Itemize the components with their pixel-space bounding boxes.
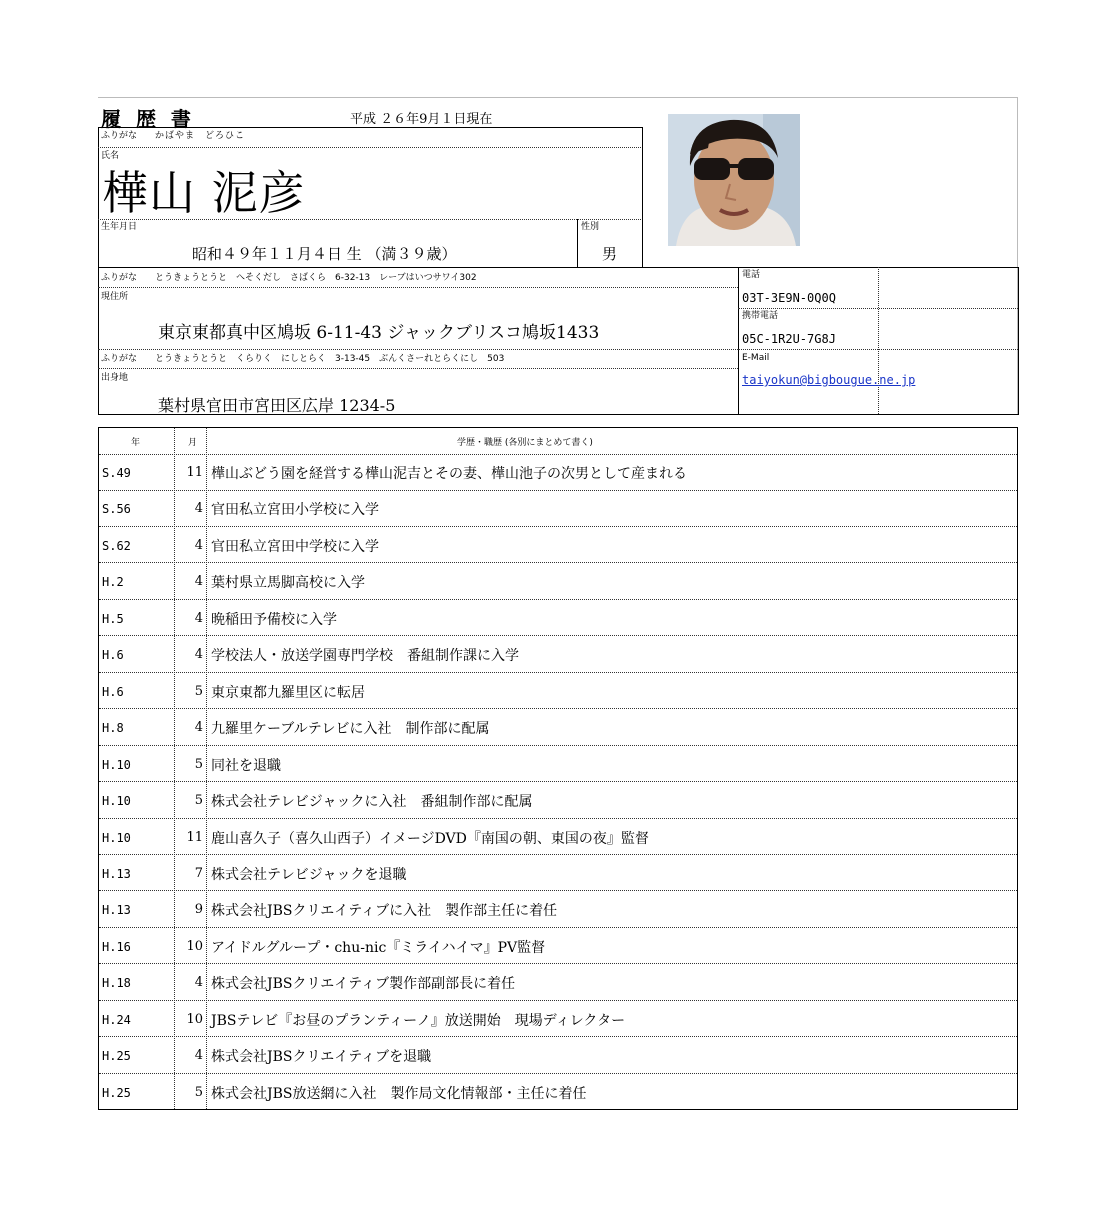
history-month: 5 — [194, 793, 203, 809]
gender-label: 性別 — [581, 222, 600, 232]
address-furigana: とうきょうとうと へそくだし さばくら 6-32-13 レーブはいつサワイ302 — [155, 273, 477, 283]
history-year: H.25 — [102, 1085, 131, 1100]
history-month: 5 — [194, 1084, 203, 1100]
history-year: H.10 — [102, 830, 131, 845]
history-row — [99, 891, 1017, 928]
name-label: 氏名 — [101, 151, 120, 161]
history-content: 官田私立宮田中学校に入学 — [211, 538, 379, 555]
email-label: E-Mail — [742, 353, 770, 363]
name-furigana: かばやま どろひこ — [155, 131, 246, 141]
birthplace-furigana: とうきょうとうと くらりく にしとらく 3-13-45 ぶんくさーれとらくにし 503 — [155, 354, 505, 364]
history-month: 4 — [194, 975, 203, 991]
history-row — [99, 1074, 1017, 1111]
birthplace-label: 出身地 — [101, 373, 129, 383]
history-content: 同社を退職 — [211, 757, 281, 774]
gender-divider — [577, 219, 578, 267]
phone-divider — [738, 308, 1018, 309]
history-month: 11 — [186, 465, 203, 480]
history-month: 4 — [194, 610, 203, 626]
history-month: 4 — [194, 647, 203, 663]
history-rows — [99, 454, 1017, 1110]
history-month: 10 — [186, 938, 203, 954]
birthplace-furigana-divider — [98, 368, 738, 369]
history-content: 株式会社JBSクリエイティブ製作部副部長に着任 — [211, 976, 516, 993]
history-year: H.24 — [102, 1012, 131, 1027]
history-year: H.18 — [102, 976, 131, 991]
history-year: H.16 — [102, 939, 131, 954]
phone-label: 電話 — [742, 270, 761, 280]
history-year: H.6 — [102, 648, 124, 663]
address-divider — [98, 349, 738, 350]
history-month: 4 — [194, 574, 203, 590]
history-month: 4 — [194, 501, 203, 517]
history-col-content: 学歴・職歴 (各別にまとめて書く) — [457, 438, 593, 448]
history-content: 学校法人・放送学園専門学校 番組制作課に入学 — [211, 648, 519, 665]
history-row — [99, 1001, 1017, 1038]
history-content: 株式会社JBSクリエイティブを退職 — [211, 1049, 432, 1066]
history-month: 9 — [194, 902, 203, 918]
history-row — [99, 746, 1017, 783]
history-year: H.2 — [102, 575, 124, 590]
history-month: 4 — [194, 720, 203, 736]
history-content: 株式会社テレビジャックを退職 — [211, 866, 407, 883]
history-year: H.13 — [102, 903, 131, 918]
portrait-icon — [668, 114, 800, 246]
birthplace-furigana-label: ふりがな — [101, 354, 138, 364]
address-furigana-divider — [98, 287, 738, 288]
history-content: JBSテレビ『お昼のプランティーノ』放送開始 現場ディレクター — [211, 1012, 626, 1029]
history-year: H.10 — [102, 794, 131, 809]
birth-date: 昭和４９年１１月４日 生 （満３９歳） — [192, 245, 457, 263]
name-furigana-divider — [98, 147, 643, 148]
gender-value: 男 — [602, 245, 618, 263]
history-content: 鹿山喜久子（喜久山西子）イメージDVD『南国の朝、東国の夜』監督 — [211, 830, 649, 847]
history-year: H.25 — [102, 1049, 131, 1064]
history-month: 4 — [194, 1048, 203, 1064]
address-block-left — [98, 267, 99, 414]
birthplace-value: 葉村県官田市宮田区広岸 1234-5 — [158, 396, 396, 415]
profile-photo — [668, 114, 800, 246]
address-block-right — [1018, 267, 1019, 414]
history-header — [99, 428, 1017, 455]
history-year: H.5 — [102, 611, 124, 626]
history-content: 東京東都九羅里区に転居 — [211, 684, 365, 701]
history-month: 11 — [186, 829, 203, 845]
history-year: H.13 — [102, 866, 131, 881]
name-furigana-label: ふりがな — [101, 131, 138, 141]
birth-label: 生年月日 — [101, 222, 138, 232]
name-block-left-border — [98, 128, 99, 267]
history-content: 葉村県立馬脚高校に入学 — [211, 575, 365, 592]
phone-value: 03T-3E9N-0Q0Q — [742, 291, 836, 305]
resume-title: 履 歴 書 — [101, 107, 195, 131]
email-link[interactable]: taiyokun@bigbougue.ne.jp — [742, 373, 916, 387]
address-furigana-label: ふりがな — [101, 273, 138, 283]
history-content: 株式会社テレビジャックに入社 番組制作部に配属 — [211, 794, 533, 811]
contact-divider — [738, 267, 739, 414]
history-year: H.8 — [102, 721, 124, 736]
history-row — [99, 490, 1017, 527]
name-divider — [98, 219, 643, 220]
history-table — [98, 427, 1018, 1110]
history-month: 7 — [194, 865, 203, 881]
mobile-divider — [738, 349, 1018, 350]
history-row — [99, 527, 1017, 564]
history-row — [99, 563, 1017, 600]
history-year: H.6 — [102, 684, 124, 699]
history-row — [99, 600, 1017, 637]
history-month: 5 — [194, 756, 203, 772]
mobile-value: 05C-1R2U-7G8J — [742, 332, 836, 346]
history-row — [99, 819, 1017, 856]
history-row — [99, 782, 1017, 819]
history-row — [99, 673, 1017, 710]
contact-inner-divider — [878, 267, 879, 414]
history-month: 5 — [194, 683, 203, 699]
title-underline — [98, 127, 643, 128]
history-row — [99, 454, 1017, 491]
history-content: 株式会社JBSクリエイティブに入社 製作部主任に着任 — [211, 903, 558, 920]
history-row — [99, 855, 1017, 892]
history-content: 晩稲田予備校に入学 — [211, 611, 337, 628]
name-block-right-border — [642, 127, 643, 267]
history-row — [99, 964, 1017, 1001]
history-content: アイドルグループ・chu-nic『ミライハイマ』PV監督 — [211, 939, 546, 956]
history-content: 九羅里ケーブルテレビに入社 制作部に配属 — [211, 721, 490, 738]
history-year: H.10 — [102, 757, 131, 772]
history-content: 樺山ぶどう園を経営する樺山泥吉とその妻、樺山池子の次男として産まれる — [211, 466, 687, 482]
resume-date: 平成 ２６年9月１日現在 — [350, 112, 493, 127]
history-row — [99, 928, 1017, 965]
history-month: 10 — [186, 1011, 203, 1027]
history-col-year: 年 — [131, 438, 141, 448]
history-row — [99, 709, 1017, 746]
history-year: S.62 — [102, 538, 131, 553]
history-row — [99, 1037, 1017, 1074]
address-block-top — [98, 267, 1018, 268]
history-year: S.56 — [102, 502, 131, 517]
history-content: 株式会社JBS放送網に入社 製作局文化情報部・主任に着任 — [211, 1085, 587, 1102]
address-label: 現住所 — [101, 292, 129, 302]
history-month: 4 — [194, 537, 203, 553]
full-name: 樺山 泥彦 — [102, 166, 306, 220]
mobile-label: 携帯電話 — [742, 311, 779, 321]
history-row — [99, 636, 1017, 673]
address-value: 東京東都真中区鳩坂 6-11-43 ジャックブリスコ鳩坂1433 — [158, 323, 600, 343]
history-col-month: 月 — [188, 438, 198, 448]
history-content: 官田私立宮田小学校に入学 — [211, 502, 379, 519]
history-year: S.49 — [102, 466, 131, 480]
